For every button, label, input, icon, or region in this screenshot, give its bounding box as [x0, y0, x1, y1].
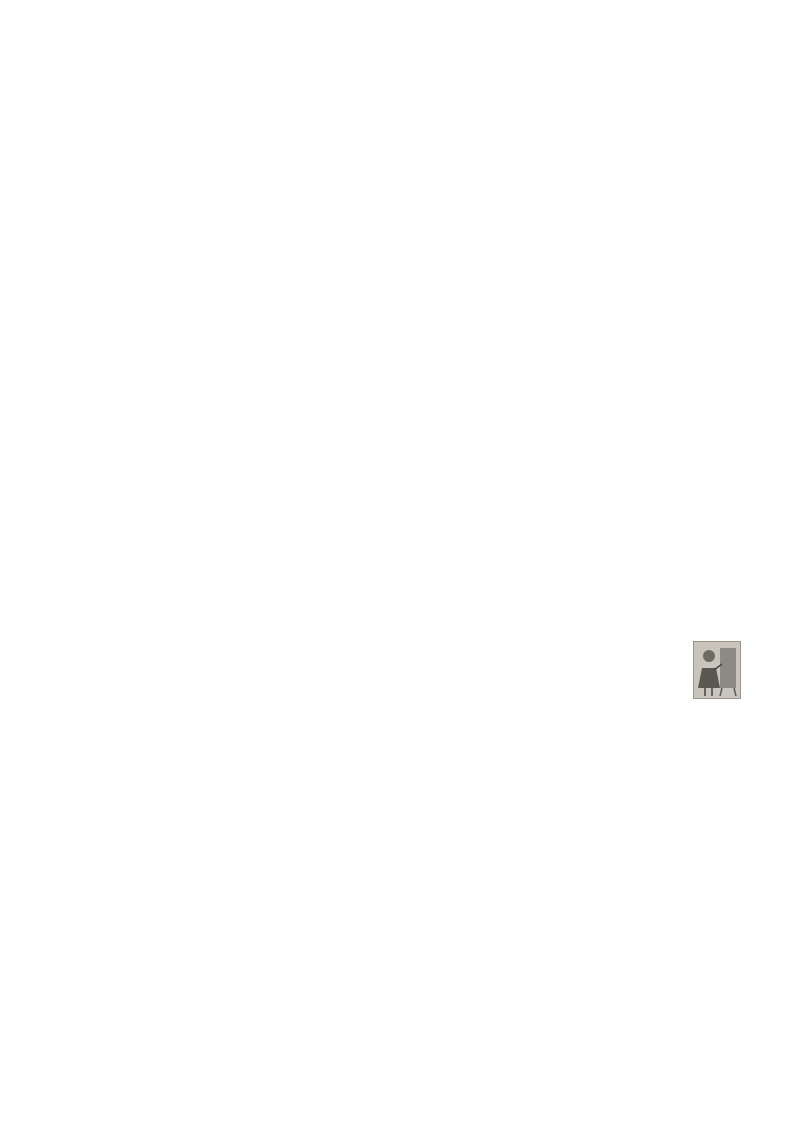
section-instructions	[186, 1016, 726, 1037]
section-instructions	[186, 349, 726, 370]
girl-painting-picture	[693, 641, 741, 699]
section-instructions	[186, 101, 726, 122]
